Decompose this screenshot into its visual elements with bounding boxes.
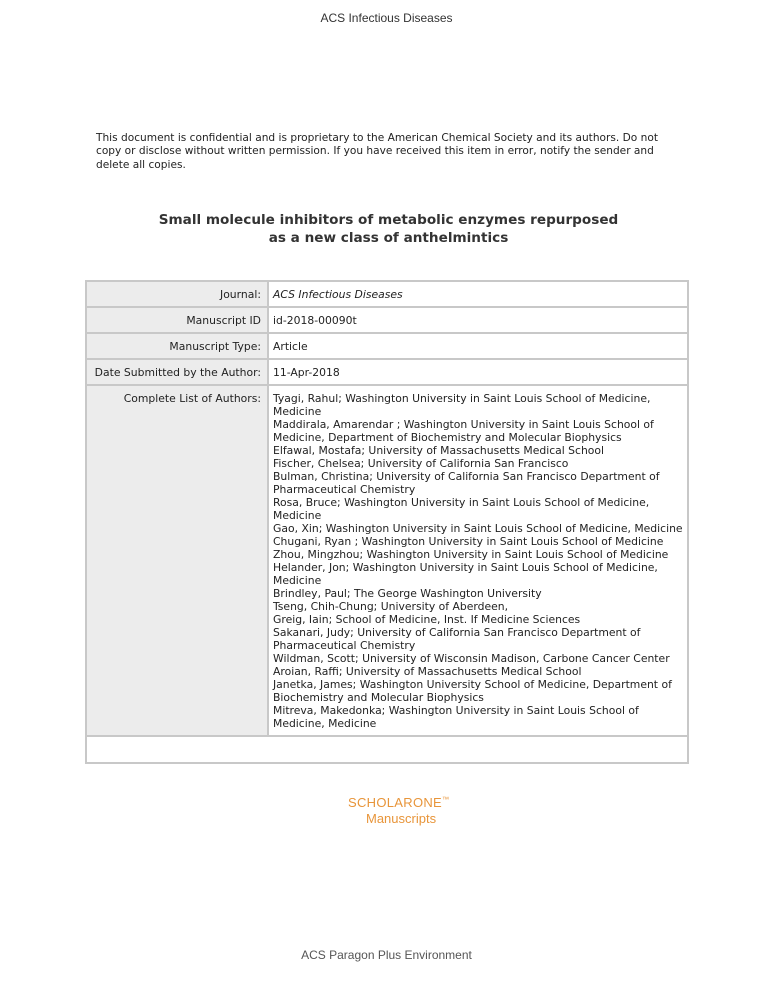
author-entry: Brindley, Paul; The George Washington University <box>273 587 542 600</box>
author-entry: Tyagi, Rahul; Washington University in Saint Louis School of Medicine, Medicine <box>273 392 651 418</box>
manuscript-title <box>96 211 681 247</box>
journal-header: ACS Infectious Diseases <box>320 11 453 25</box>
authors-row <box>86 385 688 736</box>
trademark-symbol: ™ <box>442 796 450 804</box>
manuscript-type-value: Article <box>268 333 688 359</box>
empty-cell <box>86 736 688 763</box>
manuscript-type-row <box>86 333 688 359</box>
author-entry: Tseng, Chih-Chung; University of Aberdeen, <box>273 600 509 613</box>
logo-brand-text: SCHOLARONE <box>348 795 443 810</box>
author-entry: Bulman, Christina; University of California San Francisco Department of Pharmaceutical Chemistry <box>273 470 660 496</box>
author-entry: Mitreva, Makedonka; Washington University in Saint Louis School of Medicine, Medicine <box>273 704 639 730</box>
manuscript-id-row <box>86 307 688 333</box>
author-entry: Greig, Iain; School of Medicine, Inst. If Medicine Sciences <box>273 613 581 626</box>
manuscript-id-label: Manuscript ID <box>86 307 268 333</box>
author-entry: Elfawal, Mostafa; University of Massachusetts Medical School <box>273 444 605 457</box>
manuscript-id-value: id-2018-00090t <box>268 307 688 333</box>
journal-row <box>86 281 688 307</box>
author-entry: Gao, Xin; Washington University in Saint Louis School of Medicine, Medicine <box>273 522 683 535</box>
manuscript-metadata-table <box>85 280 689 764</box>
author-entry: Maddirala, Amarendar ; Washington University in Saint Louis School of Medicine, Department of Biochemistry and Molecular Biophysics <box>273 418 654 444</box>
title-line-2: as a new class of anthelmintics <box>268 230 509 246</box>
author-entry: Aroian, Raffi; University of Massachusetts Medical School <box>273 665 582 678</box>
date-submitted-row <box>86 359 688 385</box>
journal-value: ACS Infectious Diseases <box>268 281 688 307</box>
title-line-1: Small molecule inhibitors of metabolic enzymes repurposed <box>158 212 619 228</box>
journal-label: Journal: <box>86 281 268 307</box>
author-entry: Wildman, Scott; University of Wisconsin Madison, Carbone Cancer Center <box>273 652 670 665</box>
author-entry: Chugani, Ryan ; Washington University in Saint Louis School of Medicine <box>273 535 664 548</box>
logo-product: Manuscripts <box>366 811 437 826</box>
empty-row <box>86 736 688 763</box>
author-entry: Zhou, Mingzhou; Washington University in Saint Louis School of Medicine <box>273 548 669 561</box>
author-entry: Helander, Jon; Washington University in Saint Louis School of Medicine, Medicine <box>273 561 658 587</box>
author-entry: Fischer, Chelsea; University of California San Francisco <box>273 457 569 470</box>
confidentiality-notice: This document is confidential and is proprietary to the American Chemical Society and its authors. Do not copy or disclose without written permission. If you have received this item in error, notify the sender and delete all copies. <box>96 132 658 171</box>
scholarone-logo <box>348 795 449 826</box>
author-entry: Sakanari, Judy; University of California San Francisco Department of Pharmaceutical Chemistry <box>273 626 641 652</box>
page-footer: ACS Paragon Plus Environment <box>301 948 472 962</box>
manuscript-type-label: Manuscript Type: <box>86 333 268 359</box>
logo-brand <box>348 795 449 810</box>
authors-label: Complete List of Authors: <box>86 385 268 736</box>
author-entry: Janetka, James; Washington University School of Medicine, Department of Biochemistry and Molecular Biophysics <box>273 678 672 704</box>
date-submitted-label: Date Submitted by the Author: <box>86 359 268 385</box>
author-entry: Rosa, Bruce; Washington University in Saint Louis School of Medicine, Medicine <box>273 496 650 522</box>
authors-list <box>268 385 688 736</box>
date-submitted-value: 11-Apr-2018 <box>268 359 688 385</box>
